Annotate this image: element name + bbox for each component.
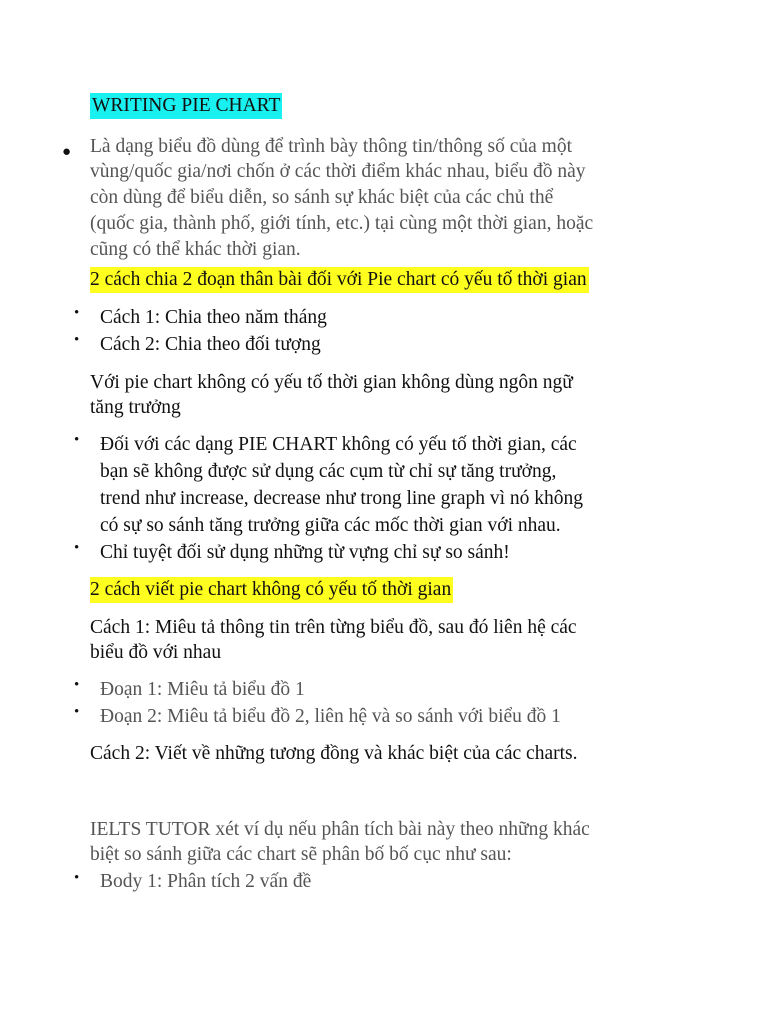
method2: Cách 2: Viết về những tương đồng và khác biệt của các charts. [90,743,578,764]
intro-line-1: Là dạng biểu đồ dùng để trình bày thông tin/thông số của một [90,136,573,157]
intro-line-5: cũng có thể khác thời gian. [90,239,301,260]
document-title-wrap [90,93,282,119]
section3-item-2: Đoạn 2: Miêu tả biểu đồ 2, liên hệ và so sánh với biểu đồ 1 [100,706,561,727]
section2-bullet1-line-2: bạn sẽ không được sử dụng các cụm từ chỉ sự tăng trưởng, [100,461,557,482]
section1-heading-wrap [90,267,589,293]
method1-line-1: Cách 1: Miêu tả thông tin trên từng biểu đồ, sau đó liên hệ các [90,617,577,638]
section2-bullet2: Chỉ tuyệt đối sử dụng những từ vựng chỉ sự so sánh! [100,542,510,563]
section3-heading: 2 cách viết pie chart không có yếu tố thời gian [90,577,453,603]
bullet-dot: • [74,432,80,448]
intro-line-3: còn dùng để biểu diễn, so sánh sự khác biệt của các chủ thể [90,187,554,208]
method1-line-2: biểu đồ với nhau [90,642,222,663]
section3-item-1: Đoạn 1: Miêu tả biểu đồ 1 [100,679,305,700]
section1-item-1: Cách 1: Chia theo năm tháng [100,307,327,328]
section1-item-2: Cách 2: Chia theo đối tượng [100,334,321,355]
bullet-dot: • [74,305,80,321]
section4-item: Body 1: Phân tích 2 vấn đề [100,871,312,892]
document-title: WRITING PIE CHART [90,93,282,119]
section3-heading-wrap [90,577,453,603]
section1-heading: 2 cách chia 2 đoạn thân bài đối với Pie chart có yếu tố thời gian [90,267,589,293]
section4-line-2: biệt so sánh giữa các chart sẽ phân bố bố cục như sau: [90,844,512,865]
intro-line-4: (quốc gia, thành phố, giới tính, etc.) tại cùng một thời gian, hoặc [90,213,594,234]
bullet-dot: • [74,677,80,693]
bullet-dot: • [74,704,80,720]
section2-bullet1-line-4: có sự so sánh tăng trưởng giữa các mốc thời gian với nhau. [100,515,561,536]
section2-bullet1-line-3: trend như increase, decrease như trong line graph vì nó không [100,488,584,509]
note-line-1: Với pie chart không có yếu tố thời gian không dùng ngôn ngữ [90,372,573,393]
note-line-2: tăng trưởng [90,397,181,418]
bullet-dot: ● [62,144,72,160]
section4-line-1: IELTS TUTOR xét ví dụ nếu phân tích bài này theo những khác [90,819,590,840]
bullet-dot: • [74,870,80,886]
section2-bullet1-line-1: Đối với các dạng PIE CHART không có yếu tố thời gian, các [100,434,577,455]
intro-line-2: vùng/quốc gia/nơi chốn ở các thời điểm khác nhau, biểu đồ này [90,161,586,182]
bullet-dot: • [74,332,80,348]
bullet-dot: • [74,540,80,556]
